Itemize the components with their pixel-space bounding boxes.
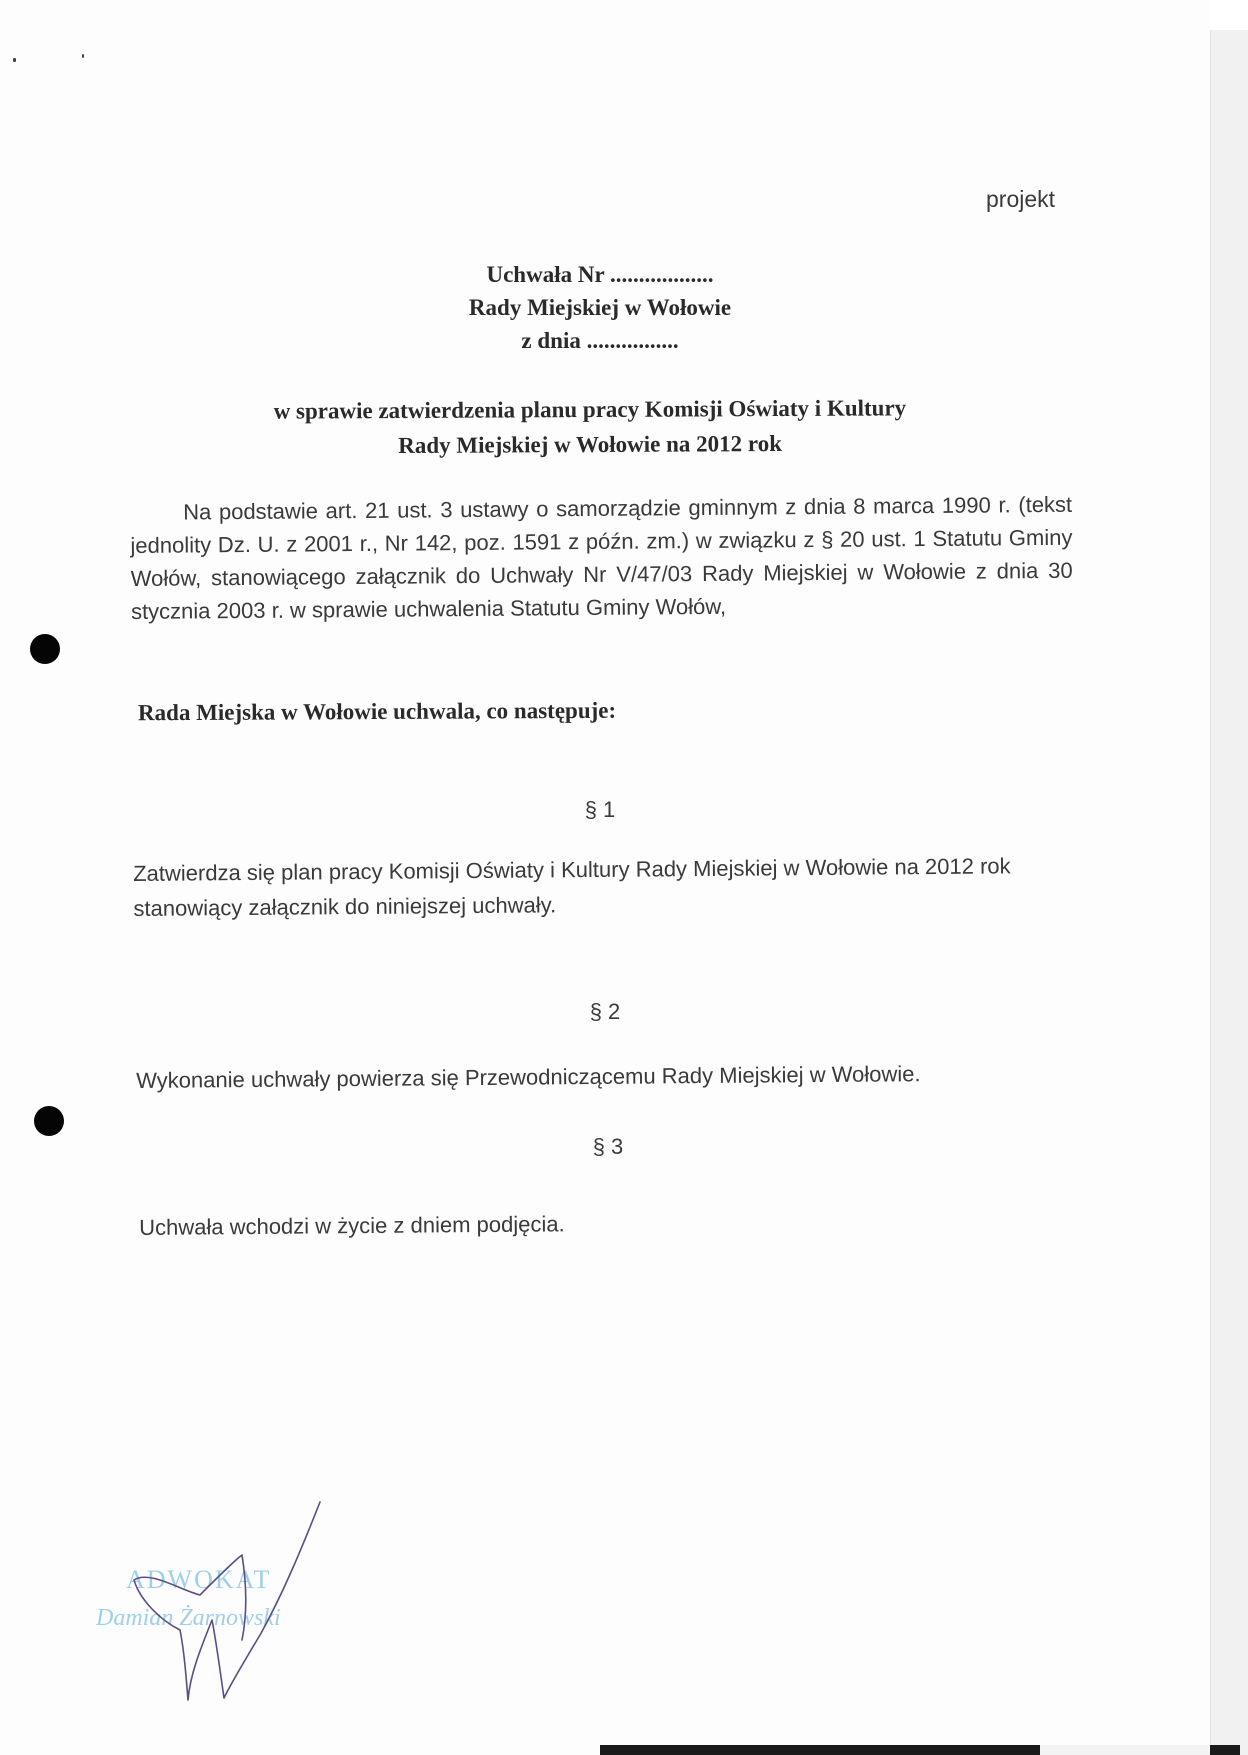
section-text: Uchwała wchodzi w życie z dniem podjęcia. [139,1211,565,1240]
decision-intro: Rada Miejska w Wołowie uchwala, co następuje: [137,697,617,726]
scan-speck [82,54,84,58]
stamp-title: ADWOKAT [126,1565,272,1594]
legal-basis-paragraph: Na podstawie art. 21 ust. 3 ustawy o samorządzie gminnym z dnia 8 marca 1990 r. (tekst jednolity Dz. U. z 2001 r., Nr 142, poz. 1591 z późn. zm.) w związku z § 20 ust. 1 Statutu Gminy Wołów, stanowiącego załącznik do Uchwały Nr V/47/03 Rady Miejskiej w Wołowie z dnia 30 stycznia 2003 r. w sprawie uchwalenia Statutu Gminy Wołów, [130,491,1073,624]
handwritten-signature [120,1500,340,1710]
document-header [340,258,860,357]
section-sign: § 1 [584,797,616,822]
punch-hole-icon [34,1106,64,1136]
section-text: Zatwierdza się plan pracy Komisji Oświaty i Kultury Rady Miejskiej w Wołowie na 2012 rok stanowiący załącznik do niniejszej uchwały. [133,853,1011,921]
scan-edge [1210,30,1248,1755]
council-name: Rady Miejskiej w Wołowie [468,295,732,320]
resolution-date: z dnia ................ [521,328,679,353]
scan-speck [13,58,16,62]
section-text: Wykonanie uchwały powierza się Przewodniczącemu Rady Miejskiej w Wołowie. [136,1061,921,1093]
resolution-title [180,390,1000,464]
punch-hole-icon [30,634,60,664]
stamp-name: Damian Żarnowski [96,1605,281,1631]
title-line-2: Rady Miejskiej w Wołowie na 2012 rok [398,430,783,459]
scan-bottom-gap [1040,1745,1210,1755]
resolution-number: Uchwała Nr .................. [486,262,714,287]
draft-label: projekt [986,186,1056,212]
title-line-1: w sprawie zatwierdzenia planu pracy Komisji Oświaty i Kultury [273,395,907,424]
section-sign: § 2 [589,999,621,1024]
section-sign: § 3 [592,1134,624,1159]
